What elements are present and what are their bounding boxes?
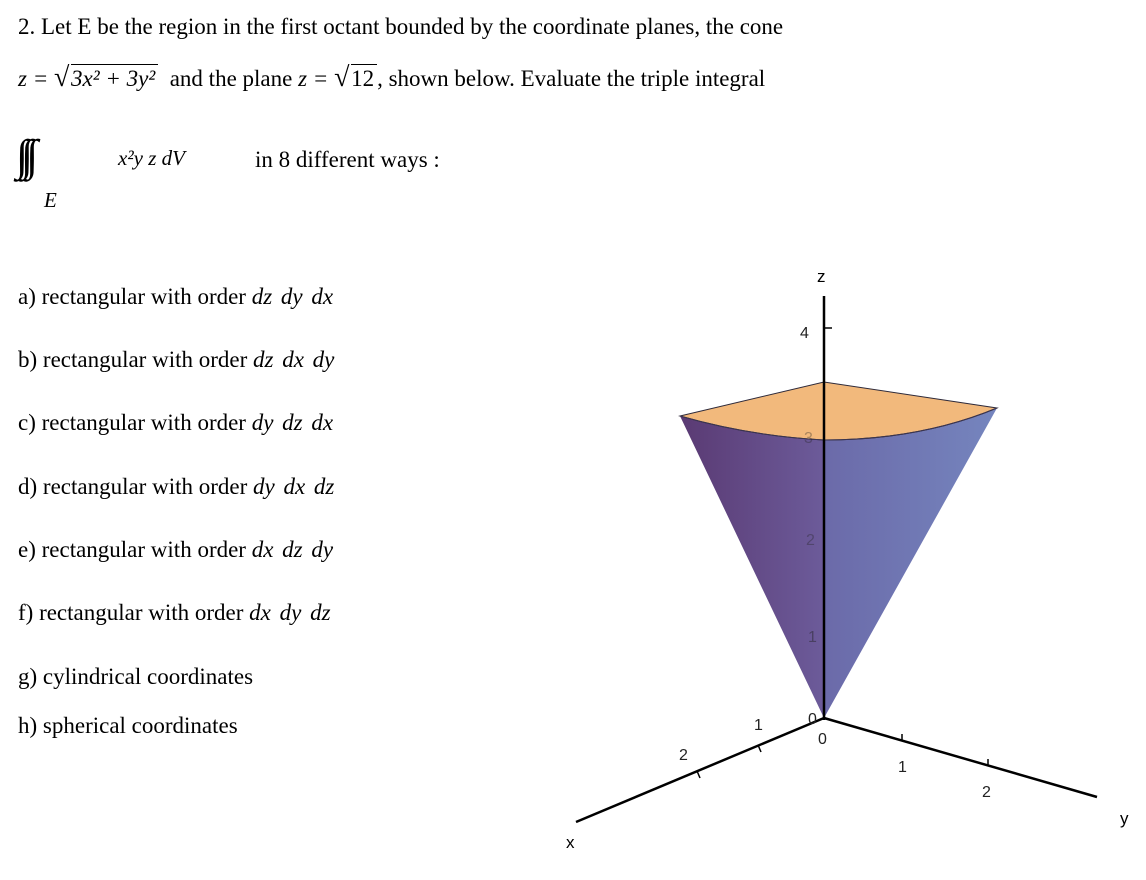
z-axis-label: z	[817, 267, 826, 286]
triple-integral-symbol: ∫∫∫	[16, 131, 32, 180]
item-g: g) cylindrical coordinates	[18, 664, 254, 689]
y-tick-label-0: 0	[818, 731, 827, 748]
plane-eq-lhs: z =	[298, 66, 329, 91]
problem-line-1: 2. Let E be the region in the first octant bounded by the coordinate planes, the cone	[18, 14, 784, 39]
y-tick-label-2: 2	[982, 784, 991, 801]
item-d: d) rectangular with order dy dx dz	[18, 474, 335, 499]
problem-line-2	[18, 62, 766, 93]
item-b: b) rectangular with order dz dx dy	[18, 347, 335, 372]
in-ways-text: in 8 different ways :	[255, 147, 440, 172]
line2-tail: , shown below. Evaluate the triple integral	[377, 66, 766, 91]
z-tick-label-4: 4	[800, 325, 809, 342]
y-axis	[824, 718, 1097, 797]
item-c: c) rectangular with order dy dz dx	[18, 410, 334, 435]
y-axis-label: y	[1120, 809, 1129, 828]
cone-region-figure	[540, 240, 1140, 870]
integrand: x²y z dV	[118, 146, 185, 170]
z-tick-label-1: 1	[808, 629, 817, 646]
item-h: h) spherical coordinates	[18, 713, 238, 738]
y-tick-label-1: 1	[898, 759, 907, 776]
cone-radical: √ 3x² + 3y²	[54, 67, 158, 90]
z-tick-label-3: 3	[804, 430, 813, 447]
item-f: f) rectangular with order dx dy dz	[18, 600, 331, 625]
plane-radicand: 12	[351, 64, 377, 91]
item-a: a) rectangular with order dz dy dx	[18, 284, 334, 309]
item-e: e) rectangular with order dx dz dy	[18, 537, 334, 562]
plane-radical: √ 12	[334, 67, 377, 90]
x-tick-label-1: 1	[754, 717, 763, 734]
z-tick-label-0: 0	[808, 711, 817, 728]
z-tick-label-2: 2	[806, 532, 815, 549]
cone-radicand: 3x² + 3y²	[71, 64, 158, 91]
x-tick-2	[697, 771, 700, 778]
and-plane-text: and the plane	[169, 66, 293, 91]
x-tick-label-2: 2	[679, 747, 688, 764]
cone-eq-lhs: z =	[18, 66, 49, 91]
x-axis-label: x	[566, 833, 575, 852]
x-axis	[576, 718, 824, 822]
integral-region: E	[44, 188, 57, 212]
